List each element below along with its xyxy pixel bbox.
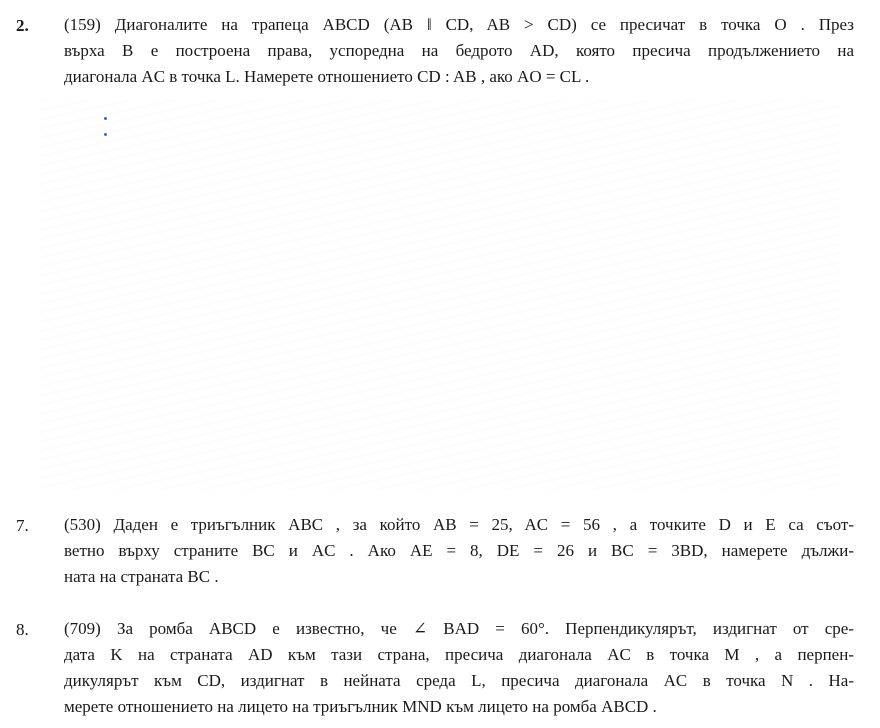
- faded-scan-area: [40, 100, 840, 490]
- problem-number: 8.: [16, 620, 29, 639]
- blue-dot-marker: [104, 133, 107, 136]
- blue-dot-marker: [104, 117, 107, 120]
- problem-line: мерете отношението на лицето на триъгълник MND към лицето на ромба ABCD .: [64, 697, 657, 716]
- problem-line: диагонала AC в точка L. Намерете отношението CD : AB , ако AO = CL .: [64, 67, 590, 86]
- problem-line: ната на страната BC .: [64, 567, 219, 586]
- problem-line: дата K на страната AD към тази страна, пресича диагонала AC в точка M , а перпен-: [64, 645, 854, 664]
- problem-line: (159) Диагоналите на трапеца ABCD (AB ‖ CD, AB > CD) се пресичат в точка O . През: [64, 15, 854, 34]
- problem-number: 7.: [16, 516, 29, 535]
- problem-text: [64, 512, 854, 590]
- problem-line: ветно върху страните BC и AC . Ако AE = 8, DE = 26 и BC = 3BD, намерете дължи-: [64, 541, 854, 560]
- problem-line: (709) За ромба ABCD е известно, че ∠ BAD = 60°. Перпендикулярът, издигнат от сре-: [64, 619, 854, 638]
- problem-line: върха B е построена права, успоредна на бедрото AD, която пресича продължението на: [64, 41, 854, 60]
- problem-number: 2.: [16, 16, 29, 35]
- problem-line: (530) Даден е триъгълник ABC , за който AB = 25, AC = 56 , а точките D и E са съот-: [64, 515, 854, 534]
- problem-text: [64, 616, 854, 720]
- problem-text: [64, 12, 854, 90]
- problem-line: дикулярът към CD, издигнат в нейната среда L, пресича диагонала AC в точка N . На-: [64, 671, 854, 690]
